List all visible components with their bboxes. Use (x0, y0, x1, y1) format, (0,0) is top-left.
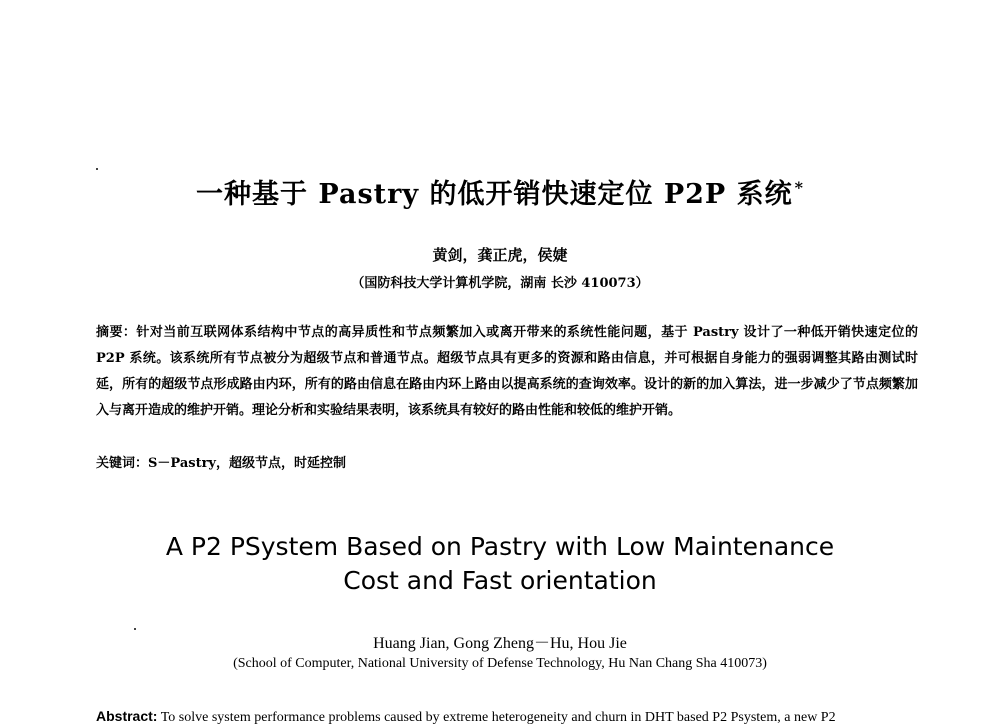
abstract-english (96, 708, 916, 726)
keywords-cn-text: S－Pastry，超级节点，时延控制 (148, 456, 346, 471)
abstract-cn-text: 针对当前互联网体系结构中节点的高异质性和节点频繁加入或离开带来的系统性能问题，基于 Pastry 设计了一种低开销快速定位的 P2P 系统。该系统所有节点被分为超级节点和普通节点。超级节点具有更多的资源和路由信息，并可根据自身能力的强弱调整其路由测试时延，所有的超级节点形成路由内环，所有的路由信息在路由内环上路由以提高系统的查询效率。设计的新的加入算法，进一步减少了节点频繁加入与离开造成的维护开销。理论分析和实验结果表明，该系统具有较好的路由性能和较低的维护开销。 (96, 325, 918, 418)
paper-title-english (0, 530, 1000, 598)
title-en-line-1: A P2 PSystem Based on Pastry with Low Maintenance (165, 532, 835, 561)
abstract-cn-label: 摘要： (96, 325, 137, 340)
abstract-en-text: To solve system performance problems caused by extreme heterogeneity and churn in DHT based P2 Psystem, a new P2 (160, 710, 836, 725)
scan-speck (96, 168, 98, 170)
title-cn-text: 一种基于 Pastry 的低开销快速定位 P2P 系统 (195, 179, 793, 210)
affiliation-english: (School of Computer, National University of Defense Technology, Hu Nan Chang Sha 410073) (233, 656, 767, 671)
authors-chinese: 黄剑，龚正虎，侯婕 (432, 246, 568, 264)
keywords-chinese (96, 452, 918, 471)
keywords-cn-label: 关键词： (96, 456, 149, 471)
abstract-chinese (96, 320, 918, 424)
abstract-en-label: Abstract: (96, 708, 158, 724)
paper-title-chinese (0, 172, 1000, 211)
title-en-line-2: Cost and Fast orientation (343, 566, 657, 595)
authors-english: Huang Jian, Gong Zheng－Hu, Hou Jie (373, 635, 627, 652)
title-footnote-mark: * (794, 178, 805, 197)
affiliation-chinese: （国防科技大学计算机学院，湖南 长沙 410073） (351, 276, 649, 291)
